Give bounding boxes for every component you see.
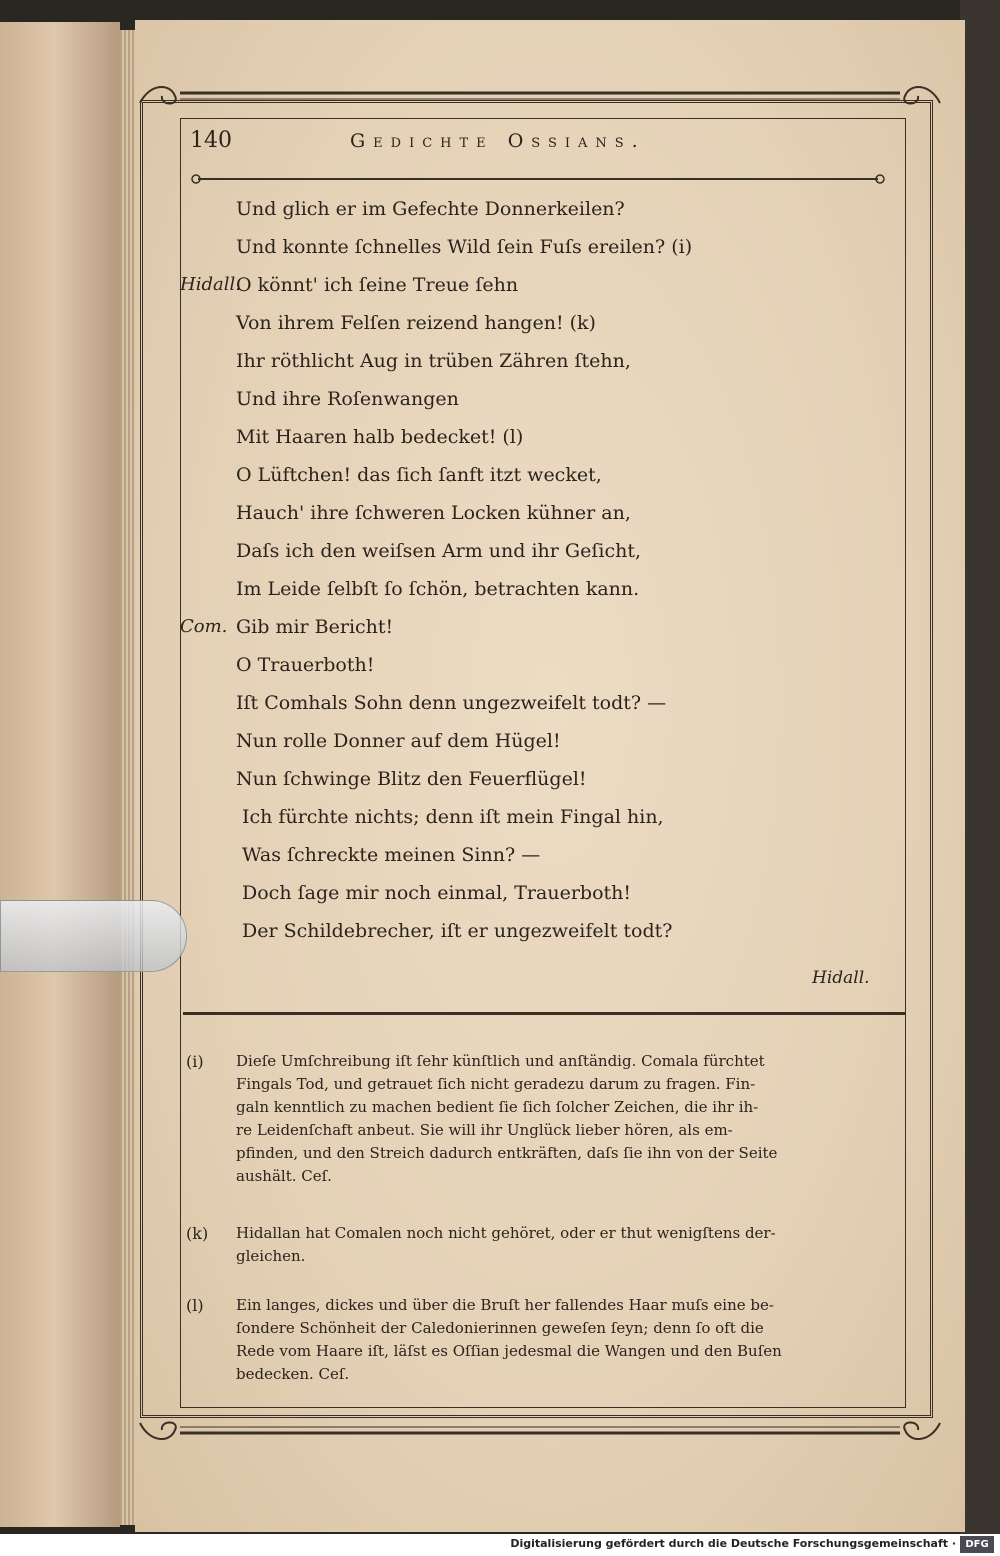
verse-text: Was ſchreckte meinen Sinn? — (242, 844, 541, 866)
footnote-line: bedecken. Ceſ. (236, 1365, 350, 1383)
verse-text: Hauch' ihre ſchweren Locken kühner an, (236, 502, 631, 524)
footnote-line: re Leidenſchaft anbeut. Sie will ihr Unglück lieber hören, als em- (236, 1121, 733, 1139)
footnote-mark: (k) (186, 1224, 209, 1243)
verse-line (180, 806, 900, 844)
book-left-edge (0, 22, 120, 1527)
verse-text: Nun ſchwinge Blitz den Feuerflügel! (236, 768, 587, 790)
verse-line (180, 198, 900, 236)
catchword: Hidall. (812, 968, 870, 988)
footnote-line: Fingals Tod, und getrauet ſich nicht geradezu darum zu fragen. Fin- (236, 1075, 756, 1093)
verse-line (180, 730, 900, 768)
verse-text: Ihr röthlicht Aug in trüben Zähren ſtehn, (236, 350, 631, 372)
footer-credit: Digitalisierung gefördert durch die Deutsche Forschungsgemeinschaft · (510, 1537, 956, 1550)
verse-line (180, 426, 900, 464)
footnote-mark: (i) (186, 1052, 204, 1071)
running-header (190, 128, 890, 164)
verse-line (180, 502, 900, 540)
verse-text: Von ihrem Felſen reizend hangen! (k) (236, 312, 596, 334)
bottom-ornament (130, 1418, 950, 1448)
footnote-line: pfinden, und den Streich dadurch entkräften, daſs ſie ihn von der Seite (236, 1144, 778, 1162)
verse-line (180, 312, 900, 350)
verse-text: Im Leide ſelbſt ſo ſchön, betrachten kann. (236, 578, 640, 600)
verse-line (180, 274, 900, 312)
footnote-text (236, 1222, 902, 1268)
footnote-line: gleichen. (236, 1247, 306, 1265)
verse-text: Daſs ich den weiſsen Arm und ihr Geſicht, (236, 540, 642, 562)
verse-line (180, 540, 900, 578)
dfg-logo: DFG (960, 1536, 994, 1553)
digitization-footer (0, 1534, 1000, 1556)
right-background (960, 0, 1000, 1556)
footnote-mark: (l) (186, 1296, 204, 1315)
header-rule (188, 172, 888, 186)
verse-line (180, 768, 900, 806)
verse-text: Und ihre Roſenwangen (236, 388, 459, 410)
verse-text: Und konnte ſchnelles Wild ſein Fuſs ereilen? (i) (236, 236, 693, 258)
verse-line (180, 882, 900, 920)
verse-text: Doch ſage mir noch einmal, Trauerboth! (242, 882, 632, 904)
verse-line (180, 388, 900, 426)
verse-line (180, 616, 900, 654)
verse-line (180, 692, 900, 730)
verse-line (180, 350, 900, 388)
verse-text: Mit Haaren halb bedecket! (l) (236, 426, 524, 448)
footnote-line: galn kenntlich zu machen bedient ſie ſich ſolcher Zeichen, die ihr ih- (236, 1098, 759, 1116)
footnote-line: Ein langes, dickes und über die Bruſt her fallendes Haar muſs eine be- (236, 1296, 774, 1314)
verse-text: Und glich er im Gefechte Donnerkeilen? (236, 198, 625, 220)
verse-text: Der Schildebrecher, iſt er ungezweifelt todt? (242, 920, 673, 942)
verse-line (180, 920, 900, 958)
verse-text: O könnt' ich ſeine Treue ſehn (236, 274, 519, 296)
page-marker-clip (0, 900, 187, 972)
footnote-line: ſondere Schönheit der Caledonierinnen geweſen ſeyn; denn ſo oft die (236, 1319, 764, 1337)
footnote-line: Dieſe Umſchreibung iſt ſehr künſtlich und anſtändig. Comala fürchtet (236, 1052, 765, 1070)
verse-text: O Trauerboth! (236, 654, 375, 676)
page-number: 140 (190, 128, 232, 153)
verse-text: Ich fürchte nichts; denn iſt mein Fingal hin, (242, 806, 664, 828)
footnote-text (236, 1050, 902, 1188)
footnote-line: Rede vom Haare iſt, läſst es Oſſian jedesmal die Wangen und den Buſen (236, 1342, 782, 1360)
verse-line (180, 654, 900, 692)
speaker-label: Hidall. (180, 274, 241, 295)
footnote-rule (183, 1012, 905, 1015)
speaker-label: Com. (180, 616, 228, 637)
footnote-text (236, 1294, 902, 1386)
verse-text: Gib mir Bericht! (236, 616, 394, 638)
verse-line (180, 844, 900, 882)
verse-text: Iſt Comhals Sohn denn ungezweifelt todt? — (236, 692, 667, 714)
verse-line (180, 236, 900, 274)
verse-line (180, 464, 900, 502)
footnote-line: aushält. Ceſ. (236, 1167, 332, 1185)
verse-text: Nun rolle Donner auf dem Hügel! (236, 730, 561, 752)
running-title: Gedichte Ossians. (350, 130, 646, 152)
footnote-line: Hidallan hat Comalen noch nicht gehöret, oder er thut wenigſtens der- (236, 1224, 776, 1242)
verse-line (180, 578, 900, 616)
verse-text: O Lüftchen! das ſich ſanft itzt wecket, (236, 464, 602, 486)
